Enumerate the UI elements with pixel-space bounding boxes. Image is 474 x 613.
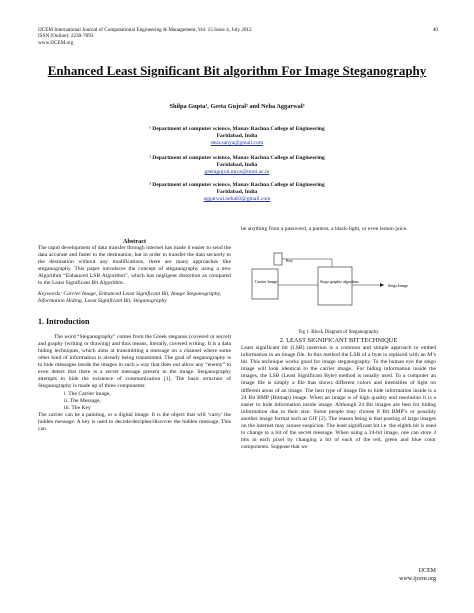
affiliation-1 (100, 126, 374, 147)
list-item: ii. The Message, (64, 397, 101, 404)
list-item: iii. The Key (64, 404, 91, 411)
paper-title: Enhanced Least Significant Bit algorithm For Image Steganography (47, 63, 427, 78)
section-heading-introduction: 1. Introduction (38, 316, 90, 326)
stego-algorithm-box (318, 267, 352, 305)
lsb-paragraph: Least significant bit (LSB) insertion is a common and simple approach to embed information in an image file. In this method the LSB of a byte is replaced with an M’s bit. This technique works good for image steganography. To the human eye the stego image will look identical to the carrier image.. For hiding information inside the images, the LSB (Least Significant Byte) method is usually used. To a computer an image file is simply a file that shows different colors and intensities of light on different areas of an image. The best type of image file to hide information inside is a 24 Bit BMP (Bitmap) image. When an image is of high quality and resolution it is a easier to hide information inside image. Although 24 Bit images are best for hiding information due to their size. Some people may choose 8 Bit BMP’s or possibly another image format such as GIF [2]. The reason being is that posting of large images on the internet may arouse suspicion. The least significant bit i.e. the eighth bit is used to change to a bit of the secret message. When using a 24-bit image, one can store 3 bits in each pixel by changing a bit of each of the red, green and blue color components. Suppose that we (241, 345, 436, 451)
affiliation-dept: ¹ Department of computer science, Manav Rachna College of Engineering (149, 126, 325, 132)
author-list: Shilpa Gupta¹, Geeta Gujral² and Neha Aggarwal³ (169, 103, 305, 110)
page-footer (399, 567, 436, 583)
key-label: Key (286, 258, 293, 263)
block-diagram-figure (248, 245, 428, 325)
affiliation-city: Faridabad, India (216, 189, 258, 195)
carrier-image-label: Carrier Image (255, 279, 278, 284)
affiliation-email-link[interactable]: aggarwal.neha83@gmail.com (203, 196, 271, 202)
journal-header (38, 27, 438, 46)
affiliation-dept: ³ Department of computer science, Manav Rachna College of Engineering (149, 182, 325, 188)
right-column (241, 226, 436, 233)
intro-paragraph-2: The carrier can be a painting, or a digital image. It is the object that will ‘carry’ the hidden message. A key is used to decode/decipher/discover the hidden message. This can (38, 411, 231, 432)
affiliation-2 (100, 155, 374, 176)
keywords: Keywords: Carrier Image, Enhanced Least Significant Bit, Image Steganography, Information Hiding, Least Significant Bit, Steganography (38, 290, 222, 304)
left-column (38, 238, 231, 433)
section-heading-lsb: 2. LEAST SIGNIFICANT BIT TECHNIQUE (279, 337, 398, 344)
affiliation-dept: ² Department of computer science, Manav Rachna College of Engineering (149, 155, 325, 161)
stego-algorithm-label: Stego graphic algorithm (320, 279, 359, 284)
affiliation-city: Faridabad, India (216, 162, 258, 168)
affiliation-city: Faridabad, India (216, 133, 258, 139)
intro-paragraph-1: The word “Steganography” comes from the Greek steganos (covered or secret) and graphy (writing or drawing) and thus means, literally, covered writing. It is a data hiding techniques, which aims at transmitting a message on a channel where some other kind of information is already being transmitted. The goal of steganography is to hide messages inside the images in such a way that does not allow any “enemy” to even detect that there is a secret message present in the image. Steganography attempts to hide the existence of communication [1]. The basic structure of Steganography is made up of three components: (38, 333, 231, 390)
header-issn: ISSN (Online): 2230-7893 (38, 33, 94, 40)
affiliation-email-link[interactable]: geetagujral.mrce@mrei.ac.in (204, 169, 270, 175)
figure-caption: Fig 1. Block Diagram of Steganography (298, 330, 379, 335)
footer-journal: IJCEM (418, 568, 436, 574)
continued-paragraph: be anything from a password, a pattern, a black-light, or even lemon juice. (241, 226, 408, 232)
key-box (274, 253, 282, 265)
component-list (38, 391, 231, 412)
abstract-text: The rapid development of data transfer through internet has made it easier to send the data accurate and faster to the destination, but in order to transfer the data securely to the destination without any modifications, there are many approaches like steganography. This paper introduces the concept of steganography using a new Algorithm “Enhanced LSB Algorithm”, which has negligent distortion as compared to the Least Significant Bit Algorithm. (38, 245, 231, 287)
page-number: 40 (432, 27, 438, 33)
list-item: i. The Carrier image, (64, 390, 111, 397)
abstract-heading: Abstract (122, 238, 147, 245)
affiliation-email-link[interactable]: dear.sanya@gmail.com (210, 140, 264, 146)
footer-website: www.ijcem.org (399, 576, 436, 582)
header-website: www.IJCEM.org (38, 39, 74, 46)
right-column-lower (241, 330, 436, 451)
affiliation-3 (100, 182, 374, 203)
carrier-image-box (252, 269, 278, 299)
stego-image-label: Stego Image (388, 283, 409, 288)
header-journal-line: IJCEM International Journal of Computational Engineering & Management, Vol. 15 Issue 4, July 2012 (38, 27, 252, 33)
